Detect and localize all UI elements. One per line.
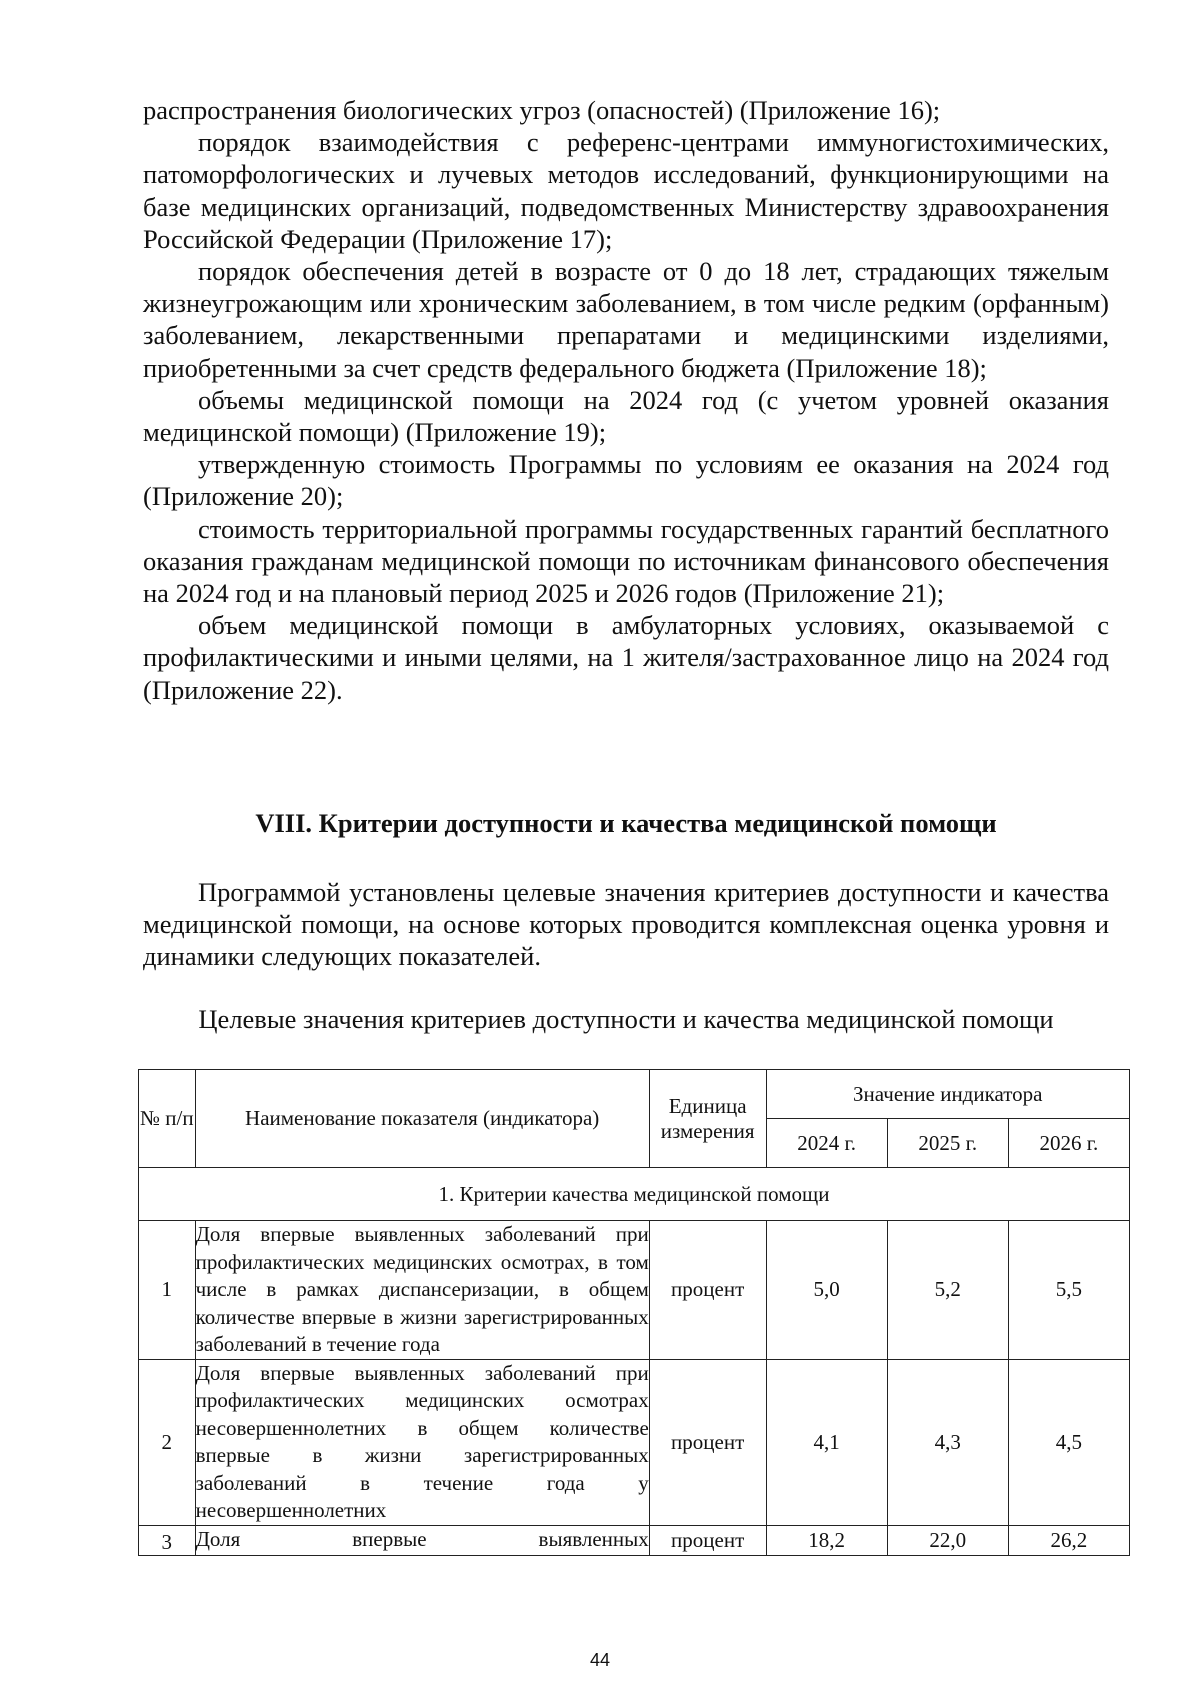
row-unit: процент [649, 1525, 766, 1555]
section-title: 1. Критерии качества медицинской помощи [139, 1168, 1130, 1221]
row-value-2025: 4,3 [887, 1359, 1008, 1525]
paragraph: объемы медицинской помощи на 2024 год (с учетом уровней оказания медицинской помощи) (Приложение 19); [143, 384, 1109, 448]
row-value-2026: 5,5 [1008, 1221, 1129, 1360]
header-indicator: Значение индикатора [766, 1070, 1129, 1119]
row-value-2026: 4,5 [1008, 1359, 1129, 1525]
header-name: Наименование показателя (индикатора) [195, 1070, 649, 1168]
paragraph: стоимость территориальной программы государственных гарантий бесплатного оказания гражданам медицинской помощи по источникам финансового обеспечения на 2024 год и на плановый период 2025 и 2026 годов (Приложение 21); [143, 513, 1109, 609]
paragraph: порядок взаимодействия с референс-центрами иммуногистохимических, патоморфологических и лучевых методов исследований, функционирующими на базе медицинских организаций, подведомственных Министерству здравоохранения Российской Федерации (Приложение 17); [143, 127, 1109, 254]
page-number: 44 [589, 1650, 611, 1670]
row-unit: процент [649, 1221, 766, 1360]
row-value-2025: 5,2 [887, 1221, 1008, 1360]
row-unit: процент [649, 1359, 766, 1525]
paragraph: порядок обеспечения детей в возрасте от 0 до 18 лет, страдающих тяжелым жизнеугрожающим или хроническим заболеванием, в том числе редким (орфанным) заболеванием, лекарственными препаратами и медицинскими изделиями, приобретенными за счет средств федерального бюджета (Приложение 18); [143, 256, 1109, 383]
criteria-table [138, 1069, 1130, 1556]
table-caption: Целевые значения критериев доступности и качества медицинской помощи [198, 1004, 1054, 1034]
row-num: 1 [139, 1221, 196, 1360]
table-section-row [139, 1168, 1130, 1221]
table-row [139, 1525, 1130, 1555]
table-row [139, 1221, 1130, 1360]
header-year-2025: 2025 г. [887, 1119, 1008, 1168]
section-intro: Программой установлены целевые значения критериев доступности и качества медицинской помощи, на основе которых проводится комплексная оценка уровня и динамики следующих показателей. [143, 877, 1109, 972]
table-row [139, 1359, 1130, 1525]
row-num: 3 [139, 1525, 196, 1555]
row-value-2024: 18,2 [766, 1525, 887, 1555]
paragraph: распространения биологических угроз (опасностей) (Приложение 16); [143, 95, 941, 125]
header-year-2026: 2026 г. [1008, 1119, 1129, 1168]
body-text [143, 94, 1109, 706]
row-value-2025: 22,0 [887, 1525, 1008, 1555]
row-value-2026: 26,2 [1008, 1525, 1129, 1555]
row-num: 2 [139, 1359, 196, 1525]
header-year-2024: 2024 г. [766, 1119, 887, 1168]
row-name: Доля впервые выявленных заболеваний при профилактических медицинских осмотрах, в том числе в рамках диспансеризации, в общем количестве впервые в жизни зарегистрированных заболеваний в течение года [195, 1221, 649, 1360]
header-unit: Единица измерения [649, 1070, 766, 1168]
table-header-row [139, 1070, 1130, 1119]
paragraph: объем медицинской помощи в амбулаторных условиях, оказываемой с профилактическими и иными целями, на 1 жителя/застрахованное лицо на 2024 год (Приложение 22). [143, 610, 1109, 705]
row-name: Доля впервые выявленных заболеваний при профилактических медицинских осмотрах несовершеннолетних в общем количестве впервые в жизни зарегистрированных заболеваний в течение года у несовершеннолетних [195, 1359, 649, 1525]
paragraph: утвержденную стоимость Программы по условиям ее оказания на 2024 год (Приложение 20); [143, 449, 1109, 512]
row-value-2024: 5,0 [766, 1221, 887, 1360]
row-name: Доля впервые выявленных [195, 1525, 649, 1555]
header-num: № п/п [139, 1070, 196, 1168]
section-heading: VIII. Критерии доступности и качества медицинской помощи [255, 808, 997, 838]
row-value-2024: 4,1 [766, 1359, 887, 1525]
